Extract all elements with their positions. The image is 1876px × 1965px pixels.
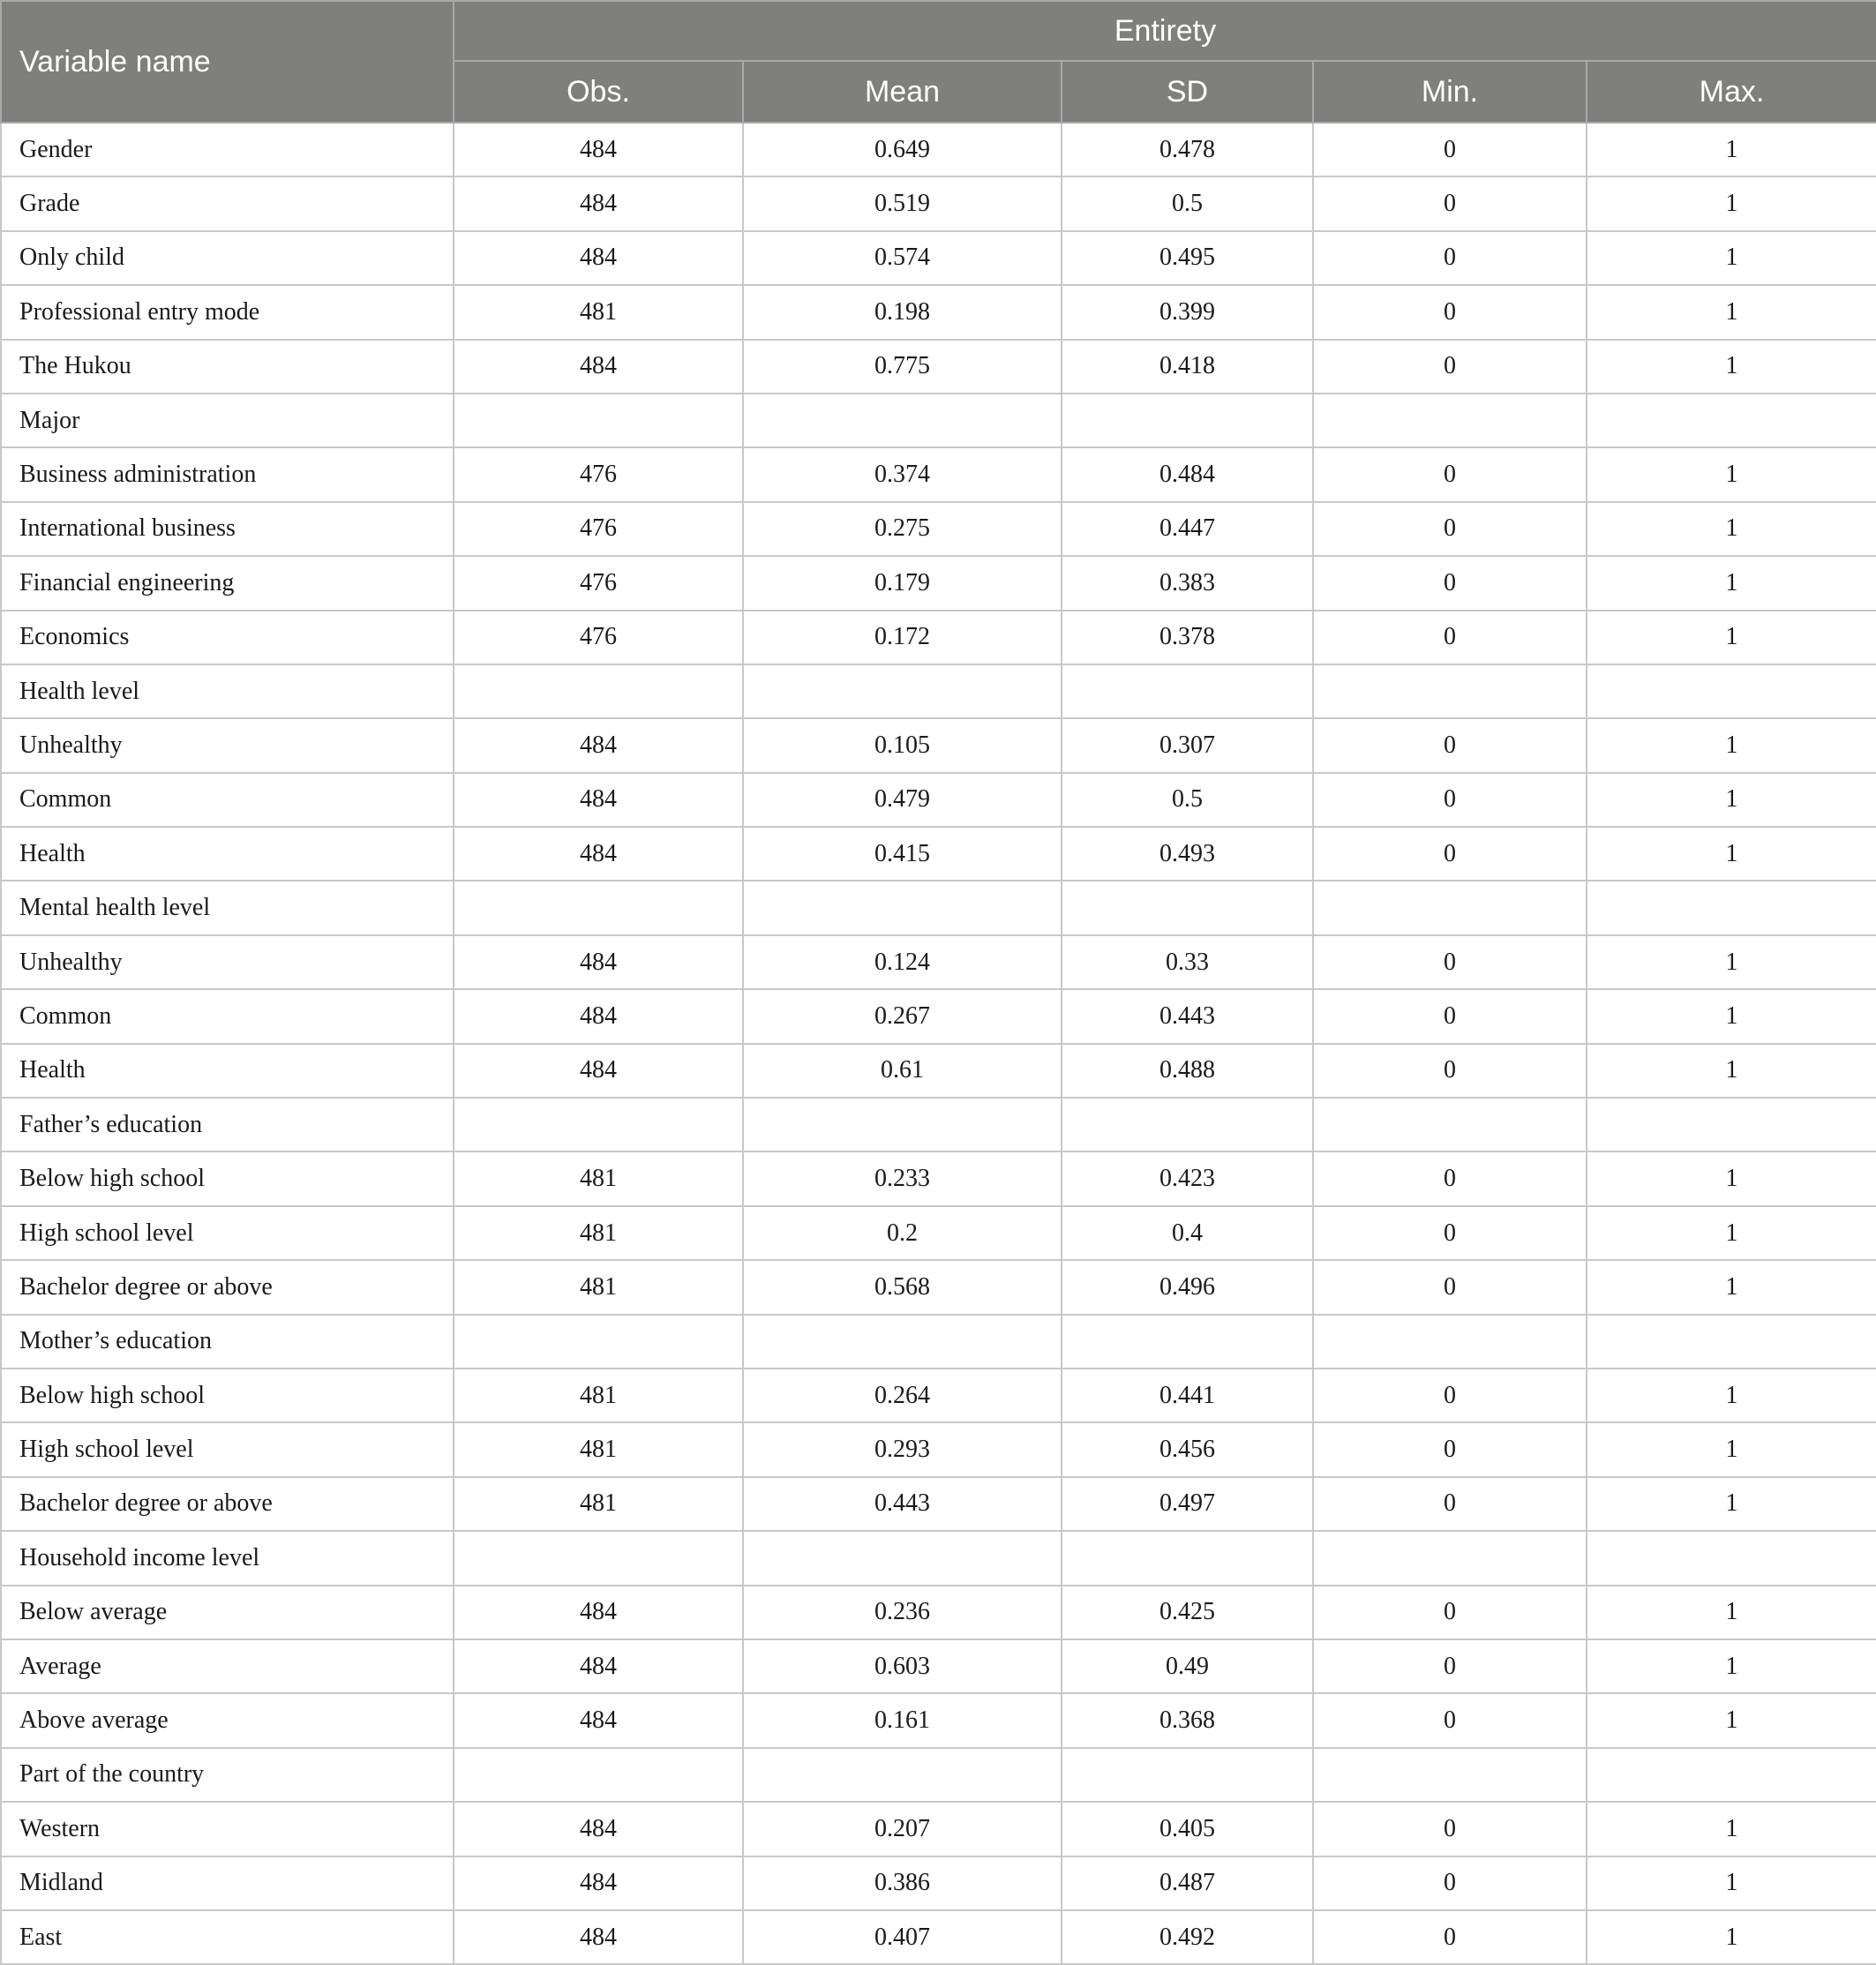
table-row <box>1 123 1876 176</box>
cell-max: 1 <box>1587 1693 1876 1747</box>
cell-mean: 0.198 <box>743 285 1062 339</box>
cell-max <box>1587 664 1876 718</box>
cell-min: 0 <box>1313 611 1587 664</box>
cell-max: 1 <box>1587 1639 1876 1693</box>
row-label: East <box>1 1910 454 1964</box>
cell-min: 0 <box>1313 1639 1587 1693</box>
table-row <box>1 1151 1876 1205</box>
cell-mean: 0.415 <box>743 827 1062 881</box>
cell-min: 0 <box>1313 1856 1587 1910</box>
table-row <box>1 394 1876 447</box>
cell-min: 0 <box>1313 123 1587 176</box>
row-label: Mother’s education <box>1 1315 454 1369</box>
row-label: Bachelor degree or above <box>1 1477 454 1531</box>
cell-obs: 484 <box>454 773 743 827</box>
cell-obs <box>454 881 743 934</box>
cell-max: 1 <box>1587 1369 1876 1422</box>
table-row <box>1 502 1876 556</box>
cell-sd: 0.441 <box>1062 1369 1313 1422</box>
row-label: Part of the country <box>1 1748 454 1802</box>
cell-min: 0 <box>1313 231 1587 285</box>
row-label: Only child <box>1 231 454 285</box>
cell-sd: 0.405 <box>1062 1802 1313 1856</box>
cell-max: 1 <box>1587 989 1876 1043</box>
cell-obs: 484 <box>454 1802 743 1856</box>
cell-max: 1 <box>1587 935 1876 989</box>
cell-obs: 484 <box>454 1910 743 1964</box>
cell-mean: 0.267 <box>743 989 1062 1043</box>
table-row <box>1 773 1876 827</box>
table-row <box>1 1910 1876 1964</box>
cell-mean <box>743 1748 1062 1802</box>
table-row <box>1 611 1876 664</box>
cell-sd: 0.496 <box>1062 1260 1313 1314</box>
cell-max <box>1587 1531 1876 1585</box>
table-row <box>1 556 1876 610</box>
cell-mean: 0.603 <box>743 1639 1062 1693</box>
cell-min: 0 <box>1313 1260 1587 1314</box>
table-row <box>1 1369 1876 1422</box>
cell-sd <box>1062 664 1313 718</box>
cell-sd: 0.368 <box>1062 1693 1313 1747</box>
row-label: The Hukou <box>1 340 454 394</box>
cell-min: 0 <box>1313 1802 1587 1856</box>
cell-min: 0 <box>1313 1151 1587 1205</box>
cell-obs: 476 <box>454 556 743 610</box>
table-row <box>1 1531 1876 1585</box>
row-label: Unhealthy <box>1 718 454 772</box>
cell-max: 1 <box>1587 718 1876 772</box>
cell-sd: 0.493 <box>1062 827 1313 881</box>
cell-obs: 484 <box>454 1639 743 1693</box>
cell-min: 0 <box>1313 935 1587 989</box>
table-row <box>1 1315 1876 1369</box>
cell-max: 1 <box>1587 1802 1876 1856</box>
cell-sd <box>1062 1098 1313 1151</box>
cell-max: 1 <box>1587 1206 1876 1260</box>
cell-obs: 484 <box>454 1044 743 1098</box>
cell-sd: 0.33 <box>1062 935 1313 989</box>
row-label: Unhealthy <box>1 935 454 989</box>
cell-sd <box>1062 394 1313 447</box>
table-row <box>1 1260 1876 1314</box>
cell-max: 1 <box>1587 176 1876 230</box>
cell-mean: 0.179 <box>743 556 1062 610</box>
table-row <box>1 1802 1876 1856</box>
cell-mean <box>743 664 1062 718</box>
cell-mean: 0.568 <box>743 1260 1062 1314</box>
cell-obs: 484 <box>454 1693 743 1747</box>
cell-min: 0 <box>1313 447 1587 501</box>
header-max: Max. <box>1587 61 1876 123</box>
cell-min: 0 <box>1313 285 1587 339</box>
cell-max: 1 <box>1587 773 1876 827</box>
row-label: Above average <box>1 1693 454 1747</box>
cell-obs: 481 <box>454 285 743 339</box>
cell-mean: 0.124 <box>743 935 1062 989</box>
cell-mean: 0.374 <box>743 447 1062 501</box>
header-obs: Obs. <box>454 61 743 123</box>
cell-obs: 484 <box>454 176 743 230</box>
row-label: Health <box>1 1044 454 1098</box>
row-label: Bachelor degree or above <box>1 1260 454 1314</box>
cell-mean: 0.233 <box>743 1151 1062 1205</box>
cell-sd: 0.484 <box>1062 447 1313 501</box>
header-mean: Mean <box>743 61 1062 123</box>
cell-min: 0 <box>1313 1910 1587 1964</box>
cell-sd <box>1062 881 1313 934</box>
cell-sd <box>1062 1531 1313 1585</box>
table-row <box>1 664 1876 718</box>
cell-obs: 484 <box>454 1856 743 1910</box>
cell-max <box>1587 1098 1876 1151</box>
cell-obs: 481 <box>454 1477 743 1531</box>
cell-min <box>1313 881 1587 934</box>
cell-min: 0 <box>1313 1586 1587 1639</box>
cell-sd: 0.488 <box>1062 1044 1313 1098</box>
cell-max <box>1587 881 1876 934</box>
cell-sd <box>1062 1315 1313 1369</box>
cell-sd: 0.378 <box>1062 611 1313 664</box>
cell-obs: 484 <box>454 1586 743 1639</box>
cell-sd: 0.307 <box>1062 718 1313 772</box>
table-row <box>1 1098 1876 1151</box>
table-row <box>1 935 1876 989</box>
row-label: Western <box>1 1802 454 1856</box>
cell-sd: 0.492 <box>1062 1910 1313 1964</box>
table-row <box>1 1422 1876 1476</box>
table-row <box>1 1586 1876 1639</box>
cell-max: 1 <box>1587 1477 1876 1531</box>
cell-sd: 0.478 <box>1062 123 1313 176</box>
cell-obs <box>454 664 743 718</box>
cell-sd: 0.497 <box>1062 1477 1313 1531</box>
row-label: Below high school <box>1 1151 454 1205</box>
cell-sd: 0.447 <box>1062 502 1313 556</box>
row-label: Below average <box>1 1586 454 1639</box>
row-label: Health level <box>1 664 454 718</box>
cell-min: 0 <box>1313 989 1587 1043</box>
row-label: Gender <box>1 123 454 176</box>
row-label: Mental health level <box>1 881 454 934</box>
cell-obs: 484 <box>454 718 743 772</box>
table-row <box>1 285 1876 339</box>
row-label: Midland <box>1 1856 454 1910</box>
cell-mean: 0.293 <box>743 1422 1062 1476</box>
cell-mean <box>743 1531 1062 1585</box>
row-label: Average <box>1 1639 454 1693</box>
table-row <box>1 176 1876 230</box>
cell-obs: 481 <box>454 1151 743 1205</box>
cell-sd: 0.487 <box>1062 1856 1313 1910</box>
cell-sd: 0.425 <box>1062 1586 1313 1639</box>
cell-min: 0 <box>1313 502 1587 556</box>
cell-mean: 0.236 <box>743 1586 1062 1639</box>
cell-min <box>1313 394 1587 447</box>
cell-mean <box>743 1315 1062 1369</box>
cell-max <box>1587 1315 1876 1369</box>
cell-min <box>1313 1315 1587 1369</box>
cell-sd: 0.4 <box>1062 1206 1313 1260</box>
cell-obs: 484 <box>454 935 743 989</box>
cell-obs <box>454 394 743 447</box>
cell-min: 0 <box>1313 1693 1587 1747</box>
table-body <box>1 123 1876 1964</box>
cell-min <box>1313 1531 1587 1585</box>
cell-obs: 481 <box>454 1206 743 1260</box>
table-row <box>1 1748 1876 1802</box>
row-label: International business <box>1 502 454 556</box>
row-label: Business administration <box>1 447 454 501</box>
cell-obs: 476 <box>454 611 743 664</box>
row-label: Economics <box>1 611 454 664</box>
cell-mean: 0.264 <box>743 1369 1062 1422</box>
cell-mean <box>743 394 1062 447</box>
table-row <box>1 827 1876 881</box>
cell-mean: 0.649 <box>743 123 1062 176</box>
table-row <box>1 881 1876 934</box>
cell-mean: 0.479 <box>743 773 1062 827</box>
header-sd: SD <box>1062 61 1313 123</box>
cell-max: 1 <box>1587 1151 1876 1205</box>
cell-max: 1 <box>1587 611 1876 664</box>
cell-min: 0 <box>1313 556 1587 610</box>
row-label: Common <box>1 989 454 1043</box>
table-row <box>1 718 1876 772</box>
table-row <box>1 1477 1876 1531</box>
cell-max: 1 <box>1587 1856 1876 1910</box>
cell-min <box>1313 664 1587 718</box>
table-row <box>1 231 1876 285</box>
cell-mean: 0.574 <box>743 231 1062 285</box>
cell-mean <box>743 1098 1062 1151</box>
cell-sd: 0.5 <box>1062 773 1313 827</box>
row-label: Professional entry mode <box>1 285 454 339</box>
cell-obs: 484 <box>454 827 743 881</box>
cell-mean: 0.172 <box>743 611 1062 664</box>
cell-min: 0 <box>1313 1206 1587 1260</box>
cell-obs: 484 <box>454 989 743 1043</box>
cell-min: 0 <box>1313 773 1587 827</box>
table-row <box>1 340 1876 394</box>
cell-mean: 0.105 <box>743 718 1062 772</box>
cell-mean: 0.386 <box>743 1856 1062 1910</box>
cell-max: 1 <box>1587 1910 1876 1964</box>
cell-obs: 476 <box>454 447 743 501</box>
cell-obs: 481 <box>454 1422 743 1476</box>
cell-min: 0 <box>1313 1044 1587 1098</box>
cell-min: 0 <box>1313 340 1587 394</box>
cell-mean: 0.2 <box>743 1206 1062 1260</box>
cell-max: 1 <box>1587 1260 1876 1314</box>
cell-obs: 481 <box>454 1369 743 1422</box>
cell-max: 1 <box>1587 340 1876 394</box>
cell-obs <box>454 1531 743 1585</box>
cell-max: 1 <box>1587 556 1876 610</box>
row-label: Father’s education <box>1 1098 454 1151</box>
cell-sd: 0.383 <box>1062 556 1313 610</box>
cell-min: 0 <box>1313 1477 1587 1531</box>
cell-max: 1 <box>1587 1586 1876 1639</box>
cell-sd: 0.5 <box>1062 176 1313 230</box>
cell-mean <box>743 881 1062 934</box>
cell-sd <box>1062 1748 1313 1802</box>
cell-obs <box>454 1098 743 1151</box>
row-label: Common <box>1 773 454 827</box>
cell-max: 1 <box>1587 502 1876 556</box>
table-row <box>1 1693 1876 1747</box>
cell-sd: 0.423 <box>1062 1151 1313 1205</box>
cell-max <box>1587 394 1876 447</box>
table-row <box>1 1044 1876 1098</box>
cell-sd: 0.418 <box>1062 340 1313 394</box>
table-row <box>1 447 1876 501</box>
cell-min <box>1313 1098 1587 1151</box>
cell-obs: 476 <box>454 502 743 556</box>
cell-mean: 0.443 <box>743 1477 1062 1531</box>
cell-sd: 0.443 <box>1062 989 1313 1043</box>
cell-sd: 0.399 <box>1062 285 1313 339</box>
table-row <box>1 989 1876 1043</box>
cell-mean: 0.61 <box>743 1044 1062 1098</box>
row-label: Household income level <box>1 1531 454 1585</box>
cell-mean: 0.775 <box>743 340 1062 394</box>
cell-mean: 0.519 <box>743 176 1062 230</box>
table-row <box>1 1206 1876 1260</box>
cell-max: 1 <box>1587 285 1876 339</box>
cell-mean: 0.407 <box>743 1910 1062 1964</box>
cell-min <box>1313 1748 1587 1802</box>
cell-max: 1 <box>1587 123 1876 176</box>
cell-mean: 0.275 <box>743 502 1062 556</box>
header-variable-name: Variable name <box>1 1 454 123</box>
cell-max: 1 <box>1587 1044 1876 1098</box>
cell-obs: 484 <box>454 123 743 176</box>
cell-mean: 0.207 <box>743 1802 1062 1856</box>
cell-min: 0 <box>1313 827 1587 881</box>
cell-obs: 481 <box>454 1260 743 1314</box>
cell-obs <box>454 1748 743 1802</box>
table-row <box>1 1639 1876 1693</box>
row-label: Health <box>1 827 454 881</box>
cell-min: 0 <box>1313 718 1587 772</box>
cell-obs: 484 <box>454 231 743 285</box>
cell-obs: 484 <box>454 340 743 394</box>
cell-min: 0 <box>1313 176 1587 230</box>
header-min: Min. <box>1313 61 1587 123</box>
cell-mean: 0.161 <box>743 1693 1062 1747</box>
cell-max <box>1587 1748 1876 1802</box>
cell-obs <box>454 1315 743 1369</box>
cell-sd: 0.495 <box>1062 231 1313 285</box>
table-row <box>1 1856 1876 1910</box>
cell-min: 0 <box>1313 1422 1587 1476</box>
cell-sd: 0.456 <box>1062 1422 1313 1476</box>
row-label: Grade <box>1 176 454 230</box>
row-label: Below high school <box>1 1369 454 1422</box>
row-label: Financial engineering <box>1 556 454 610</box>
cell-max: 1 <box>1587 827 1876 881</box>
cell-sd: 0.49 <box>1062 1639 1313 1693</box>
cell-max: 1 <box>1587 1422 1876 1476</box>
table-header <box>1 1 1876 123</box>
cell-max: 1 <box>1587 231 1876 285</box>
row-label: High school level <box>1 1206 454 1260</box>
header-group-entirety: Entirety <box>454 1 1876 61</box>
row-label: Major <box>1 394 454 447</box>
row-label: High school level <box>1 1422 454 1476</box>
cell-max: 1 <box>1587 447 1876 501</box>
cell-min: 0 <box>1313 1369 1587 1422</box>
